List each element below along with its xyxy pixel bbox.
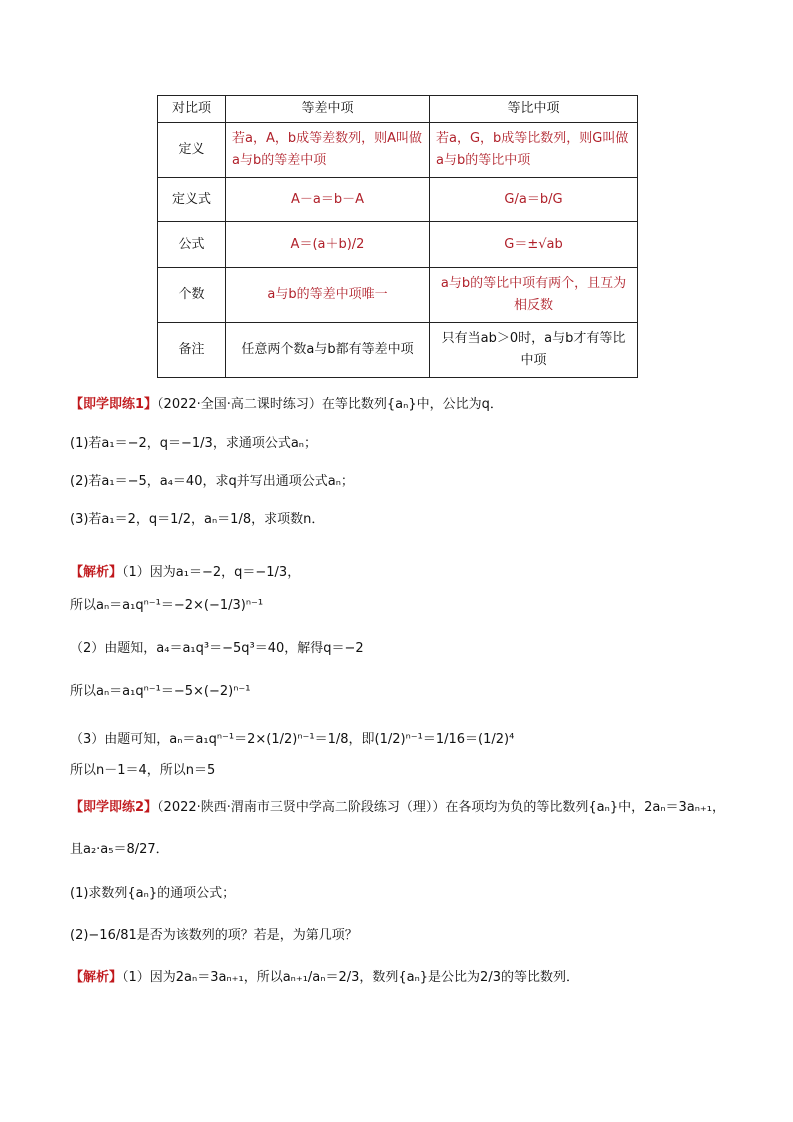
table-row (158, 123, 638, 178)
exercise-2-q1: (1)求数列{aₙ}的通项公式； (70, 886, 236, 901)
solution-1-step-2a: （2）由题知，a₄＝a₁q³＝−5q³＝40，解得q＝−2 (70, 641, 364, 656)
solution-2-step-1: （1）因为2aₙ＝3aₙ₊₁，所以aₙ₊₁/aₙ＝2/3，数列{aₙ}是公比为2/3的等比数列． (122, 970, 579, 985)
remark-arith: 任意两个数a与b都有等差中项 (226, 323, 430, 378)
table-row (158, 96, 638, 123)
solution-2-tag: 【解析】 (70, 970, 123, 985)
exercise-1-q2: (2)若a₁＝−5，a₄＝40，求q并写出通项公式aₙ； (70, 474, 354, 489)
row-label: 定义式 (158, 178, 226, 222)
solution-1-step-3b: 所以n－1＝4，所以n＝5 (70, 763, 216, 778)
exercise-2-stem: 在各项均为负的等比数列{aₙ}中，2aₙ＝3aₙ₊₁， (445, 800, 726, 815)
exercise-2-source: （2022·陕西·渭南市三贤中学高二阶段练习（理）） (157, 800, 446, 815)
exercise-2-tag: 【即学即练2】 (70, 800, 158, 815)
row-label: 公式 (158, 222, 226, 268)
exercise-1-source: （2022·全国·高二课时练习） (157, 397, 322, 412)
row-label: 备注 (158, 323, 226, 378)
table-row (158, 222, 638, 268)
header-cell: 等比中项 (430, 96, 638, 123)
exercise-2-header (70, 796, 725, 815)
header-cell: 等差中项 (226, 96, 430, 123)
row-label: 定义 (158, 123, 226, 178)
definition-arith: 若a，A，b成等差数列，则A叫做a与b的等差中项 (226, 123, 430, 178)
solution-1-step-1b: 所以aₙ＝a₁qⁿ⁻¹＝−2×(−1/3)ⁿ⁻¹ (70, 598, 264, 613)
definition-formula-geo: G/a＝b/G (430, 178, 638, 222)
table-row (158, 178, 638, 222)
solution-2-line-1 (70, 966, 579, 985)
definition-formula-arith: A－a＝b－A (226, 178, 430, 222)
solution-1-step-3a: （3）由题可知，aₙ＝a₁qⁿ⁻¹＝2×(1/2)ⁿ⁻¹＝1/8，即(1/2)ⁿ⁻¹＝1/16＝(1/2)⁴ (70, 732, 515, 747)
solution-1-line-1 (70, 561, 300, 580)
exercise-1-header (70, 393, 503, 412)
comparison-table (157, 95, 638, 378)
exercise-1-q1: (1)若a₁＝−2，q＝−1/3，求通项公式aₙ； (70, 436, 317, 451)
count-geo: a与b的等比中项有两个，且互为相反数 (430, 268, 638, 323)
count-arith: a与b的等差中项唯一 (226, 268, 430, 323)
definition-geo: 若a，G，b成等比数列，则G叫做a与b的等比中项 (430, 123, 638, 178)
exercise-1-tag: 【即学即练1】 (70, 397, 158, 412)
solution-1-tag: 【解析】 (70, 565, 123, 580)
solution-1-step-1a: （1）因为a₁＝−2，q＝−1/3， (122, 565, 301, 580)
table-row (158, 268, 638, 323)
exercise-1-q3: (3)若a₁＝2，q＝1/2，aₙ＝1/8，求项数n． (70, 512, 325, 527)
row-label: 个数 (158, 268, 226, 323)
exercise-2-q2: (2)−16/81是否为该数列的项？若是，为第几项？ (70, 928, 358, 943)
header-cell: 对比项 (158, 96, 226, 123)
remark-geo: 只有当ab＞0时，a与b才有等比中项 (430, 323, 638, 378)
formula-geo: G＝±√ab (430, 222, 638, 268)
exercise-2-stem-2: 且a₂·a₅＝8/27． (70, 842, 169, 857)
table-row (158, 323, 638, 378)
exercise-1-stem: 在等比数列{aₙ}中，公比为q． (321, 397, 503, 412)
formula-arith: A＝(a＋b)/2 (226, 222, 430, 268)
solution-1-step-2b: 所以aₙ＝a₁qⁿ⁻¹＝−5×(−2)ⁿ⁻¹ (70, 684, 251, 699)
